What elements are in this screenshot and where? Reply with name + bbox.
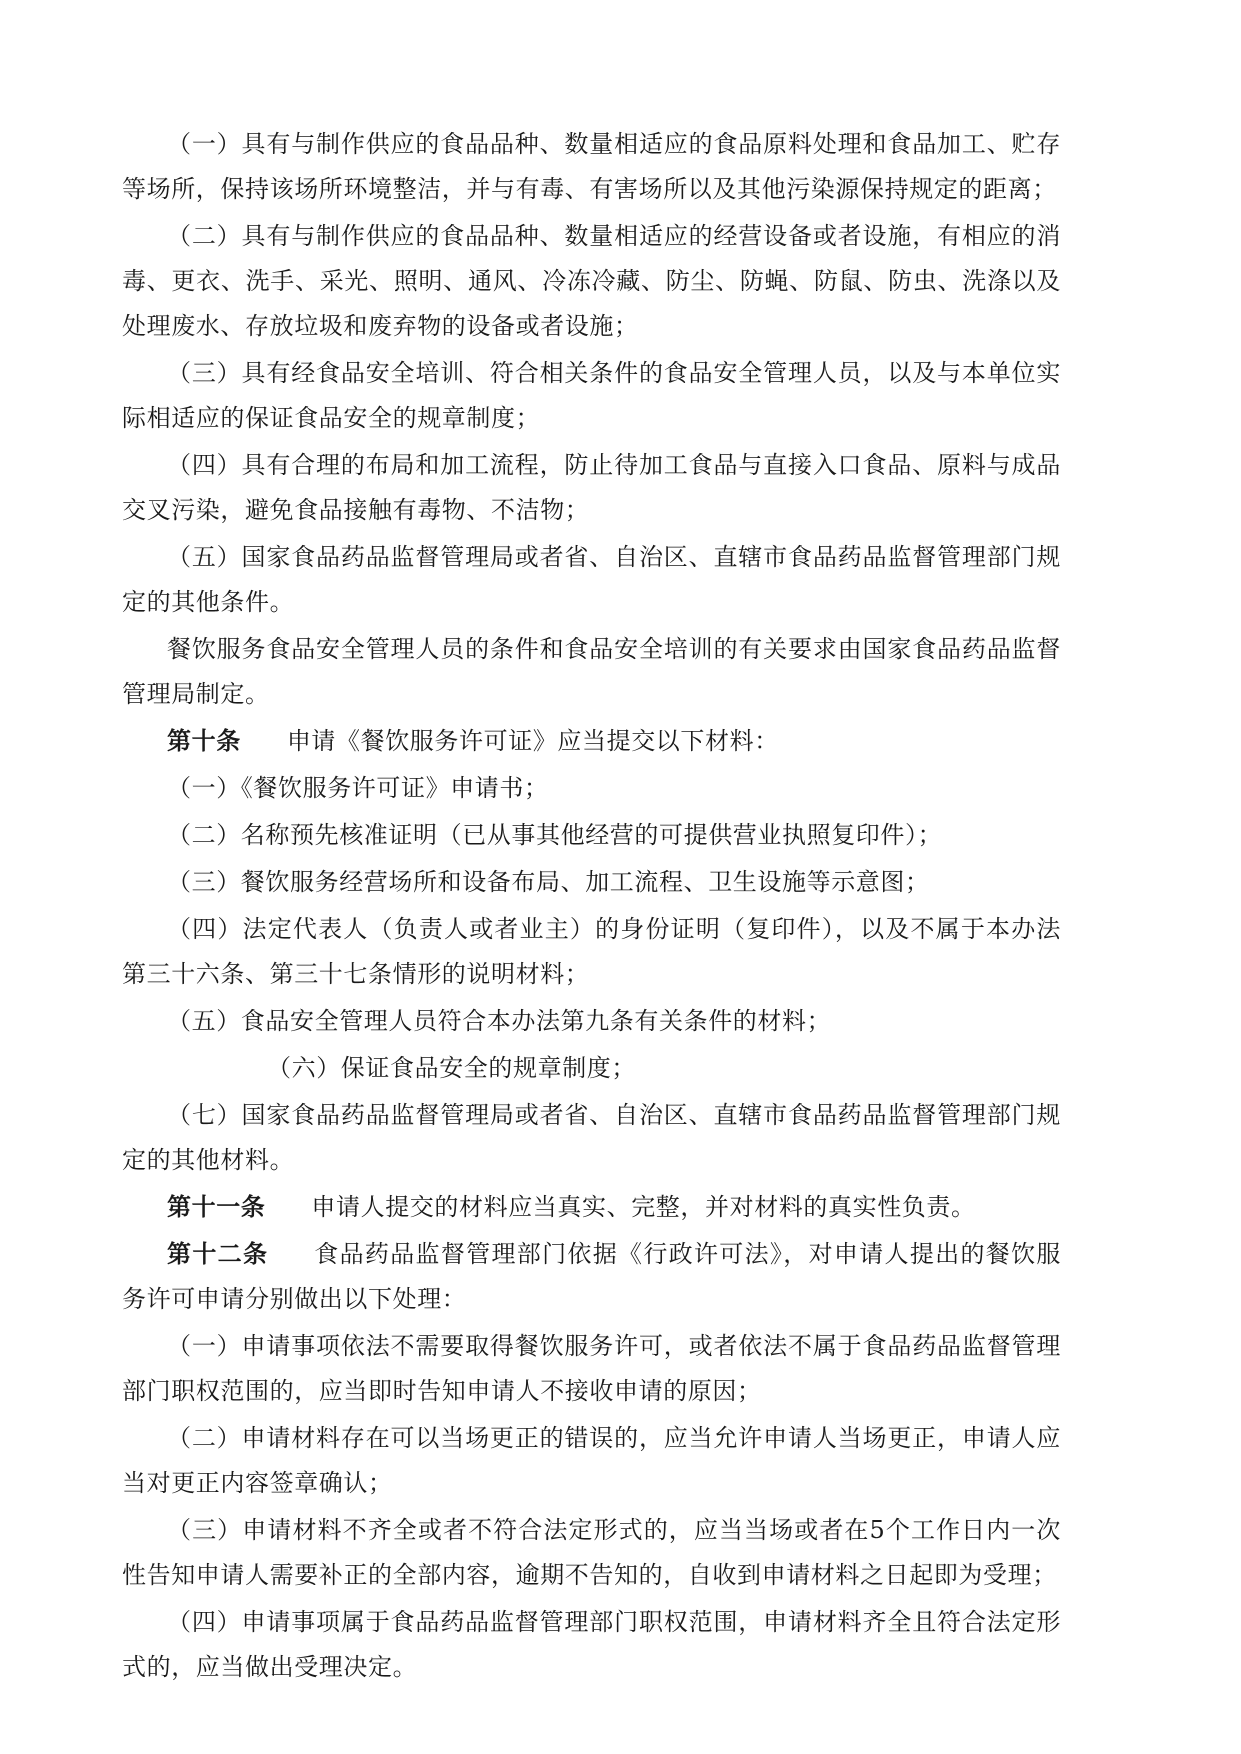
article-paragraph: [122, 719, 1061, 764]
paragraph: （一）申请事项依法不需要取得餐饮服务许可，或者依法不属于食品药品监督管理部门职权范围的，应当即时告知申请人不接收申请的原因；: [122, 1332, 1061, 1405]
paragraph: （五）国家食品药品监督管理局或者省、自治区、直辖市食品药品监督管理部门规定的其他条件。: [122, 543, 1061, 616]
paragraph: （一）具有与制作供应的食品品种、数量相适应的食品原料处理和食品加工、贮存等场所，保持该场所环境整洁，并与有毒、有害场所以及其他污染源保持规定的距离；: [122, 130, 1061, 203]
article-text: 申请人提交的材料应当真实、完整，并对材料的真实性负责。: [311, 1193, 976, 1221]
paragraph: （三）申请材料不齐全或者不符合法定形式的，应当当场或者在5个工作日内一次性告知申请人需要补正的全部内容，逾期不告知的，自收到申请材料之日起即为受理；: [122, 1516, 1061, 1589]
article-text: 食品药品监督管理部门依据《行政许可法》，对申请人提出的餐饮服务许可申请分别做出以下处理：: [122, 1240, 1061, 1313]
article-paragraph: [122, 1185, 1061, 1230]
paragraph: 餐饮服务食品安全管理人员的条件和食品安全培训的有关要求由国家食品药品监督管理局制定。: [122, 635, 1061, 708]
paragraph: （四）法定代表人（负责人或者业主）的身份证明（复印件），以及不属于本办法第三十六条、第三十七条情形的说明材料；: [122, 915, 1061, 988]
document-body: [122, 122, 1061, 1692]
paragraph: （四）申请事项属于食品药品监督管理部门职权范围，申请材料齐全且符合法定形式的，应当做出受理决定。: [122, 1608, 1061, 1681]
article-label: 第十二条: [167, 1240, 269, 1268]
paragraph: （二）申请材料存在可以当场更正的错误的，应当允许申请人当场更正，申请人应当对更正内容签章确认；: [122, 1424, 1061, 1497]
paragraph: （三）餐饮服务经营场所和设备布局、加工流程、卫生设施等示意图；: [167, 868, 930, 896]
paragraph: （四）具有合理的布局和加工流程，防止待加工食品与直接入口食品、原料与成品交叉污染，避免食品接触有毒物、不洁物；: [122, 451, 1061, 524]
paragraph: （一）《餐饮服务许可证》申请书；: [167, 774, 549, 802]
article-label: 第十一条: [167, 1193, 266, 1221]
paragraph: （七）国家食品药品监督管理局或者省、自治区、直辖市食品药品监督管理部门规定的其他材料。: [122, 1101, 1061, 1174]
paragraph: （五）食品安全管理人员符合本办法第九条有关条件的材料；: [167, 1007, 832, 1035]
paragraph: （二）具有与制作供应的食品品种、数量相适应的经营设备或者设施，有相应的消毒、更衣、洗手、采光、照明、通风、冷冻冷藏、防尘、防蝇、防鼠、防虫、洗涤以及处理废水、存放垃圾和废弃物的设备或者设施；: [122, 222, 1061, 340]
paragraph: （三）具有经食品安全培训、符合相关条件的食品安全管理人员，以及与本单位实际相适应的保证食品安全的规章制度；: [122, 359, 1061, 432]
article-paragraph: [122, 1232, 1061, 1322]
paragraph: （六）保证食品安全的规章制度；: [267, 1054, 636, 1082]
article-text: 申请《餐饮服务许可证》应当提交以下材料：: [286, 727, 779, 755]
article-label: 第十条: [167, 727, 241, 755]
paragraph: （二）名称预先核准证明（已从事其他经营的可提供营业执照复印件）；: [167, 821, 943, 849]
